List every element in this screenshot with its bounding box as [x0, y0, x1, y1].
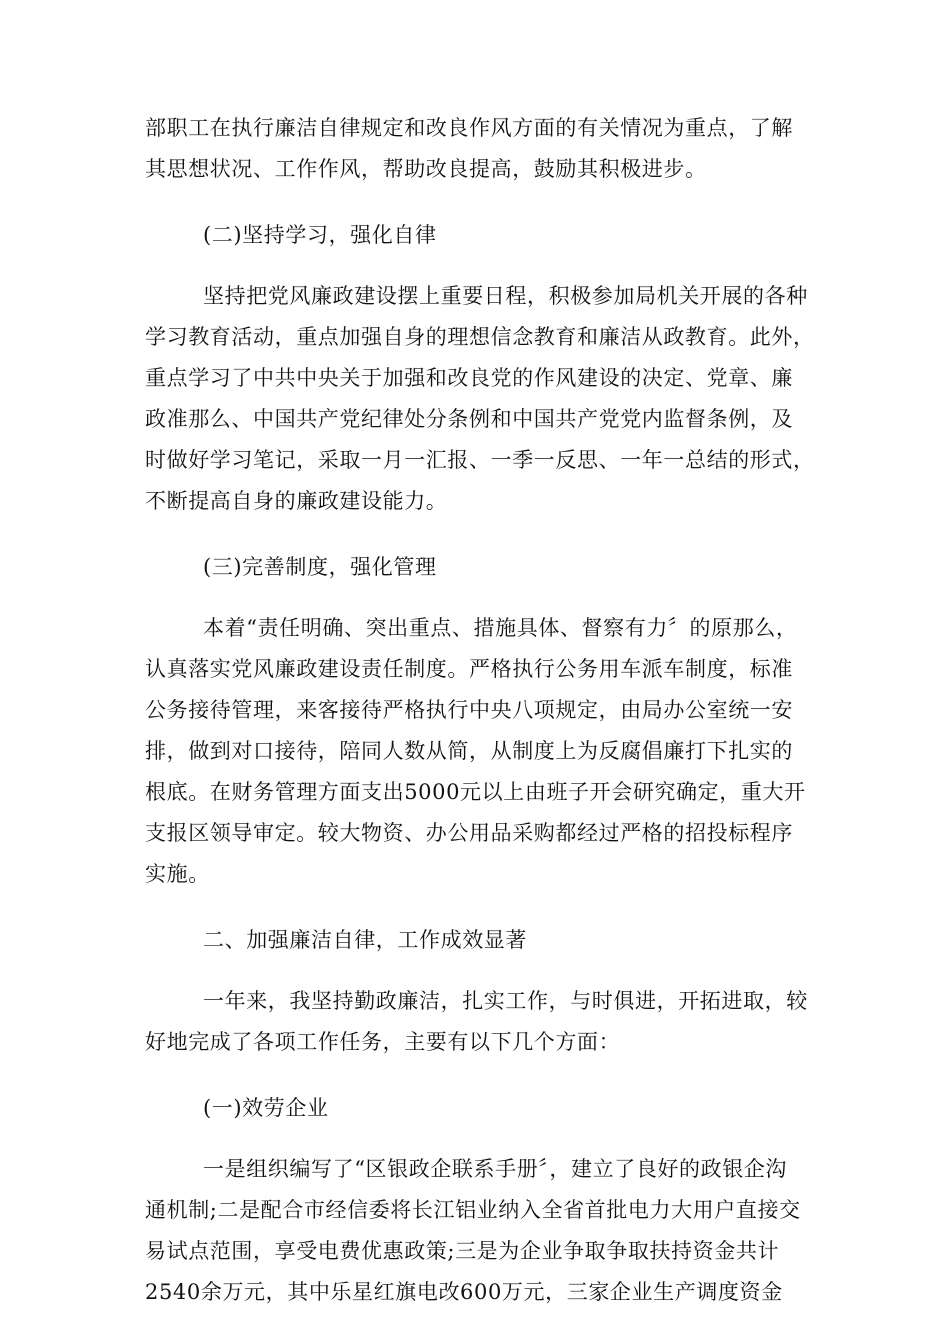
- text-line: 公务接待管理，来客接待严格执行中央八项规定，由局办公室统一安: [145, 698, 793, 722]
- text-line: 支报区领导审定。较大物资、办公用品采购都经过严格的招投标程序: [145, 821, 793, 845]
- paragraph-summary: [145, 981, 808, 1063]
- subheading-system: [145, 547, 805, 588]
- text-line: 本着“责任明确、突出重点、措施具体、督察有力〞的原那么，: [203, 616, 798, 640]
- paragraph-continuation: [145, 108, 805, 190]
- text-line: 2540余万元，其中乐星红旗电改600万元，三家企业生产调度资金: [145, 1280, 783, 1304]
- paragraph-study: [145, 276, 815, 522]
- text-line: 一是组织编写了“区银政企联系手册〞，建立了良好的政银企沟: [203, 1157, 788, 1181]
- text-line: 易试点范围，享受电费优惠政策;三是为企业争取争取扶持资金共计: [145, 1239, 780, 1263]
- text-line: 实施。: [145, 862, 210, 886]
- text-line: 学习教育活动，重点加强自身的理想信念教育和廉洁从政教育。此外，: [145, 325, 815, 349]
- paragraph-system: [145, 608, 805, 895]
- subheading-text: (一)效劳企业: [203, 1096, 329, 1120]
- text-line: 好地完成了各项工作任务，主要有以下几个方面：: [145, 1030, 621, 1054]
- section-heading-text: 二、加强廉洁自律，工作成效显著: [203, 928, 527, 952]
- text-line: 重点学习了中共中央关于加强和改良党的作风建设的决定、党章、廉: [145, 366, 793, 390]
- text-line: 部职工在执行廉洁自律规定和改良作风方面的有关情况为重点，了解: [145, 116, 793, 140]
- subheading-service: [145, 1088, 805, 1129]
- text-line: 时做好学习笔记，采取一月一汇报、一季一反思、一年一总结的形式，: [145, 448, 815, 472]
- text-line: 不断提高自身的廉政建设能力。: [145, 489, 448, 513]
- text-line: 一年来，我坚持勤政廉洁，扎实工作，与时俱进，开拓进取，较: [203, 989, 808, 1013]
- text-line: 排，做到对口接待，陪同人数从简，从制度上为反腐倡廉打下扎实的: [145, 739, 793, 763]
- subheading-text: (二)坚持学习，强化自律: [203, 223, 437, 247]
- text-line: 根底。在财务管理方面支出5000元以上由班子开会研究确定，重大开: [145, 780, 806, 804]
- text-line: 认真落实党风廉政建设责任制度。严格执行公务用车派车制度，标准: [145, 657, 793, 681]
- subheading-study: [145, 215, 805, 256]
- text-line: 政准那么、中国共产党纪律处分条例和中国共产党党内监督条例，及: [145, 407, 793, 431]
- section-heading-two: [145, 920, 805, 961]
- subheading-text: (三)完善制度，强化管理: [203, 555, 437, 579]
- document-body: [145, 108, 815, 1313]
- text-line: 坚持把党风廉政建设摆上重要日程，积极参加局机关开展的各种: [203, 284, 808, 308]
- text-line: 其思想状况、工作作风，帮助改良提高，鼓励其积极进步。: [145, 157, 707, 181]
- paragraph-service: [145, 1149, 805, 1313]
- text-line: 通机制;二是配合市经信委将长江铝业纳入全省首批电力大用户直接交: [145, 1198, 801, 1222]
